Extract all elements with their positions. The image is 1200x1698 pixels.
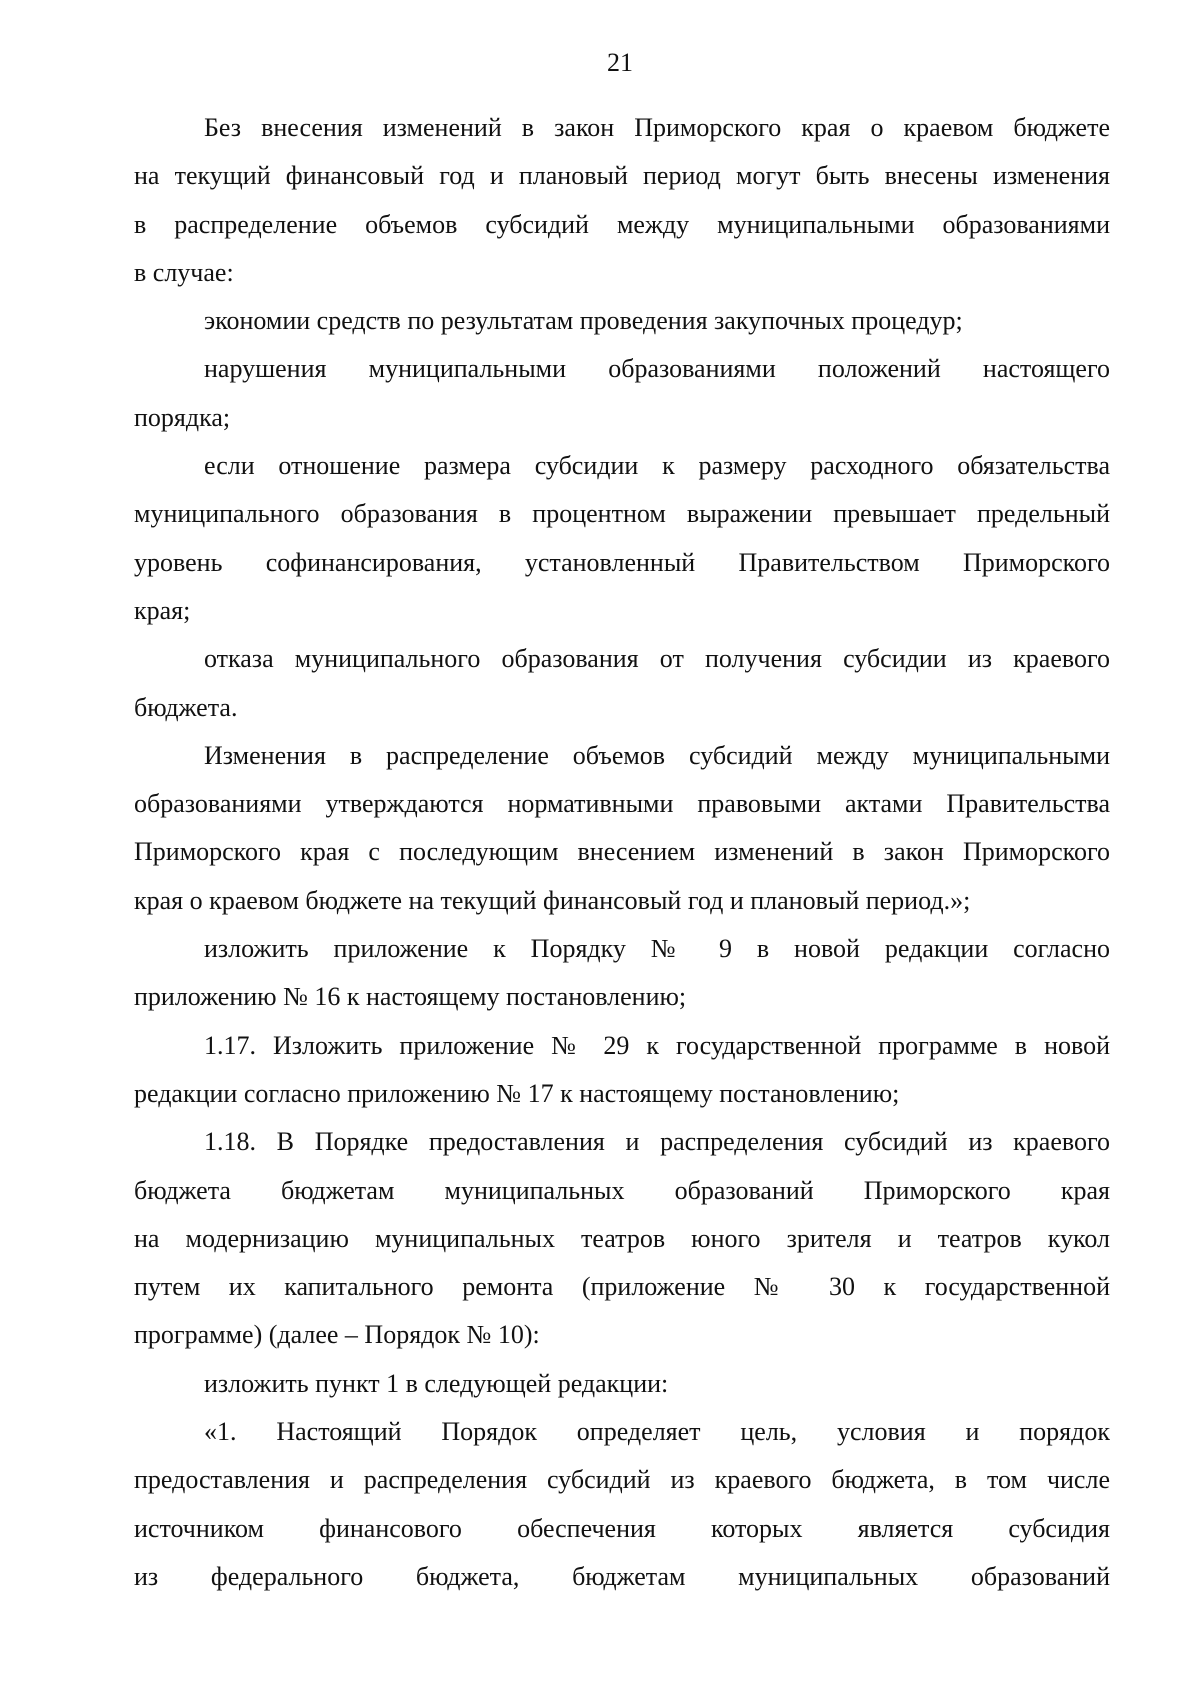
text-line: на модернизацию муниципальных театров юного зрителя и театров кукол [134,1223,1110,1253]
text-line: бюджета бюджетам муниципальных образований Приморского края [134,1175,1110,1205]
body-text [134,104,1110,1601]
text-line: края о краевом бюджете на текущий финансовый год и плановый период.»; [134,885,971,915]
text-line: источником финансового обеспечения которых является субсидия [134,1513,1110,1543]
text-line: нарушения муниципальными образованиями положений настоящего [204,354,1110,384]
text-line: приложению № 16 к настоящему постановлению; [134,982,687,1012]
text-line: экономии средств по результатам проведения закупочных процедур; [204,306,963,336]
text-line: 1.18. В Порядке предоставления и распределения субсидий из краевого [204,1127,1110,1157]
text-line: в распределение объемов субсидий между муниципальными образованиями [134,209,1110,239]
text-line: порядка; [134,402,231,432]
text-line: в случае: [134,257,234,287]
text-line: из федерального бюджета, бюджетам муниципальных образований [134,1561,1110,1591]
text-line: Без внесения изменений в закон Приморского края о краевом бюджете [204,113,1110,142]
text-line: уровень софинансирования, установленный Правительством Приморского [134,547,1110,577]
text-line: отказа муниципального образования от получения субсидии из краевого [204,644,1110,674]
text-line: редакции согласно приложению № 17 к настоящему постановлению; [134,1078,900,1108]
text-line: муниципального образования в процентном выражении превышает предельный [134,499,1110,529]
text-line: бюджета. [134,692,238,722]
text-line: изложить приложение к Порядку № 9 в новой редакции согласно [204,934,1110,964]
text-line: путем их капитального ремонта (приложение № 30 к государственной [134,1272,1110,1302]
text-line: программе) (далее – Порядок № 10): [134,1320,540,1350]
text-line: Приморского края с последующим внесением изменений в закон Приморского [134,837,1110,867]
text-line: если отношение размера субсидии к размеру расходного обязательства [204,451,1110,481]
text-line: образованиями утверждаются нормативными правовыми актами Правительства [134,789,1110,819]
text-line: края; [134,595,191,625]
text-line: «1. Настоящий Порядок определяет цель, условия и порядок [204,1417,1110,1447]
text-line: Изменения в распределение объемов субсидий между муниципальными [204,740,1110,770]
text-line: 1.17. Изложить приложение № 29 к государственной программе в новой [204,1030,1110,1060]
text-line: предоставления и распределения субсидий из краевого бюджета, в том числе [134,1465,1110,1495]
text-line: на текущий финансовый год и плановый период могут быть внесены изменения [134,161,1110,191]
text-line: изложить пункт 1 в следующей редакции: [204,1368,669,1398]
page-number: 21 [607,48,633,77]
